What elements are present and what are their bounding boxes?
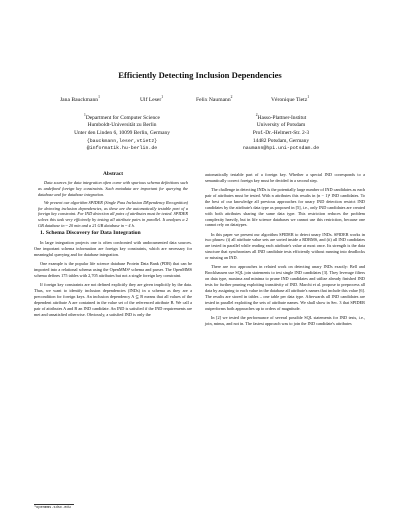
right-column (205, 172, 365, 330)
affiliation-line: University of Potsdam (256, 122, 306, 129)
body-paragraph: In this paper we present our algorithm SPIDER to detect unary INDs. SPIDER works in two phases: (i) all attribute value sets are sorted inside a RDBMS, and (ii) all IND candidates are tested in parallel while reading each attribute's value at most once. Its strength is the data structure that synchronizes all IND candidate tests efficiently without running into deadlocks or missing an IND. (205, 231, 365, 261)
email-line: {bauckmann,leser,vtietz} (86, 138, 158, 144)
author (196, 95, 232, 103)
abstract-paragraph: We present our algorithm SPIDER (Single Pass Inclusion DEpendency Recognition) for detecting inclusion dependencies, as these are the automatically testable part of a foreign key constraint. For IND detection all pairs of attributes must be tested. SPIDER solves this task very efficiently by testing all attribute pairs in parallel. It analyzes a 2 GB database in ~ 20 min and a 21 GB database in ~ 4 h. (38, 199, 188, 229)
paper-title: Efficiently Detecting Inclusion Dependencies (118, 70, 282, 80)
author-name: Felix Naumann (196, 96, 231, 103)
abstract-heading: Abstract (102, 171, 124, 177)
affiliation-mark: 1 (307, 95, 309, 99)
affiliation-left (37, 112, 207, 153)
affiliation-line (196, 112, 366, 122)
author-name: Véronique Tietz (271, 96, 308, 103)
email-line: @informatik.hu-berlin.de (86, 146, 158, 152)
affiliation-mark: 2 (230, 95, 233, 99)
abstract (34, 172, 192, 229)
affiliation-line: 14482 Potsdam, Germany (252, 137, 310, 144)
author-name: Jana Bauckmann (60, 96, 99, 103)
affiliation-line: Humboldt-Universität zu Berlin (87, 122, 157, 129)
affiliation-mark: 1 (161, 95, 164, 99)
affiliation-mark: 1 (84, 113, 86, 117)
author (60, 95, 100, 103)
affiliation-mark: 2 (255, 113, 258, 117)
email-line: naumann@hpi.uni-potsdam.de (242, 146, 320, 152)
abstract-paragraph: Data sources for data integration often come with spurious schema definitions such as undefined foreign key constraints. Such metadata are important for querying the database and for database integration. (38, 179, 188, 197)
affiliation-right (196, 112, 366, 153)
affiliation-line (37, 112, 207, 122)
section-heading: 1. Schema Discovery for Data Integration (40, 230, 141, 237)
affiliation-line: Prof.-Dr.-Helmert-Str. 2-3 (252, 129, 310, 136)
body-paragraph: In [2] we tested the performance of several possible SQL statements for IND tests, i.e., join, minus, and not in. The fastest approach was to join the IND candidate's attributes (205, 314, 365, 326)
body-paragraph: One example is the popular life science database Protein Data Bank (PDB) that can be imported into a relational schema using the OpenMMS¹ schema and parser. The OpenMMS schema defines 175 tables with 2,705 attributes but not a single foreign key constraint. (34, 261, 192, 278)
author (140, 95, 163, 103)
body-paragraph: There are two approaches in related work on detecting unary INDs exactly: Bell and Brockhausen use SQL join statements to test single IND candidates [3]. They leverage filters on data type, maxima and minima to prune IND candidates and utilize already finished IND tests for further pruning exploiting transitivity of IND. Marchi et al. propose to preprocess all data by assigning to each value in the database all attribute's names that include this value [6]. The results are stored in tables – one table per data type. Afterwards all IND candidates are tested in parallel exploiting the sets of attribute names. We shall show in Sec. 3 that SPIDER outperforms both approaches up to orders of magnitude. (205, 264, 365, 311)
body-paragraph: automatically testable part of a foreign key. Whether a special IND corresponds to a semantically correct foreign key must be decided in a second step. (205, 172, 365, 183)
body-paragraph: In large integration projects one is often confronted with undocumented data sources. One important schema information are foreign key constraints, which are necessary for meaningful querying and for database integration. (34, 240, 192, 258)
author (271, 95, 309, 103)
affiliation-dept: Department for Computer Science (85, 114, 160, 121)
footnote-rule (34, 504, 74, 505)
left-column (34, 172, 192, 321)
affiliation-institute: Hasso-Plattner-Institut (257, 114, 307, 121)
body-paragraph: If foreign key constraints are not defined explicitly they are given implicitly by the data. Thus, we want to identify inclusion dependencies (INDs) in a schema as they are a precondition for foreign keys. An inclusion dependency A ⊆ B means that all values of the dependent attribute A are contained in the value set of the referenced attribute B. We call a pair of attributes A and B an IND candidate. An IND is satisfied if the IND requirements are met and unsatisfied otherwise. Obviously, a satisfied IND is only the (34, 282, 192, 317)
author-name: Ulf Leser (140, 96, 162, 103)
footnote: ¹openmms.sdsc.edu (34, 506, 71, 510)
affiliation-mark: 1 (98, 95, 100, 99)
affiliation-line: Unter den Linden 6, 10099 Berlin, Germany (74, 129, 170, 136)
body-paragraph: The challenge in detecting INDs is the potentially large number of IND candidates as each pair of attributes must be tested. With n attributes this results in (n − 1)² IND candidates. To the best of our knowledge all previous approaches for unary IND detection restrict IND candidates by the attribute's data type as proposed in [5], i.e., only IND candidates are created with both attributes sharing the same data type. This restriction reduces the problem complexity heavily, but in life science databases we cannot use this restriction, because one cannot rely on datatypes. (205, 187, 365, 228)
